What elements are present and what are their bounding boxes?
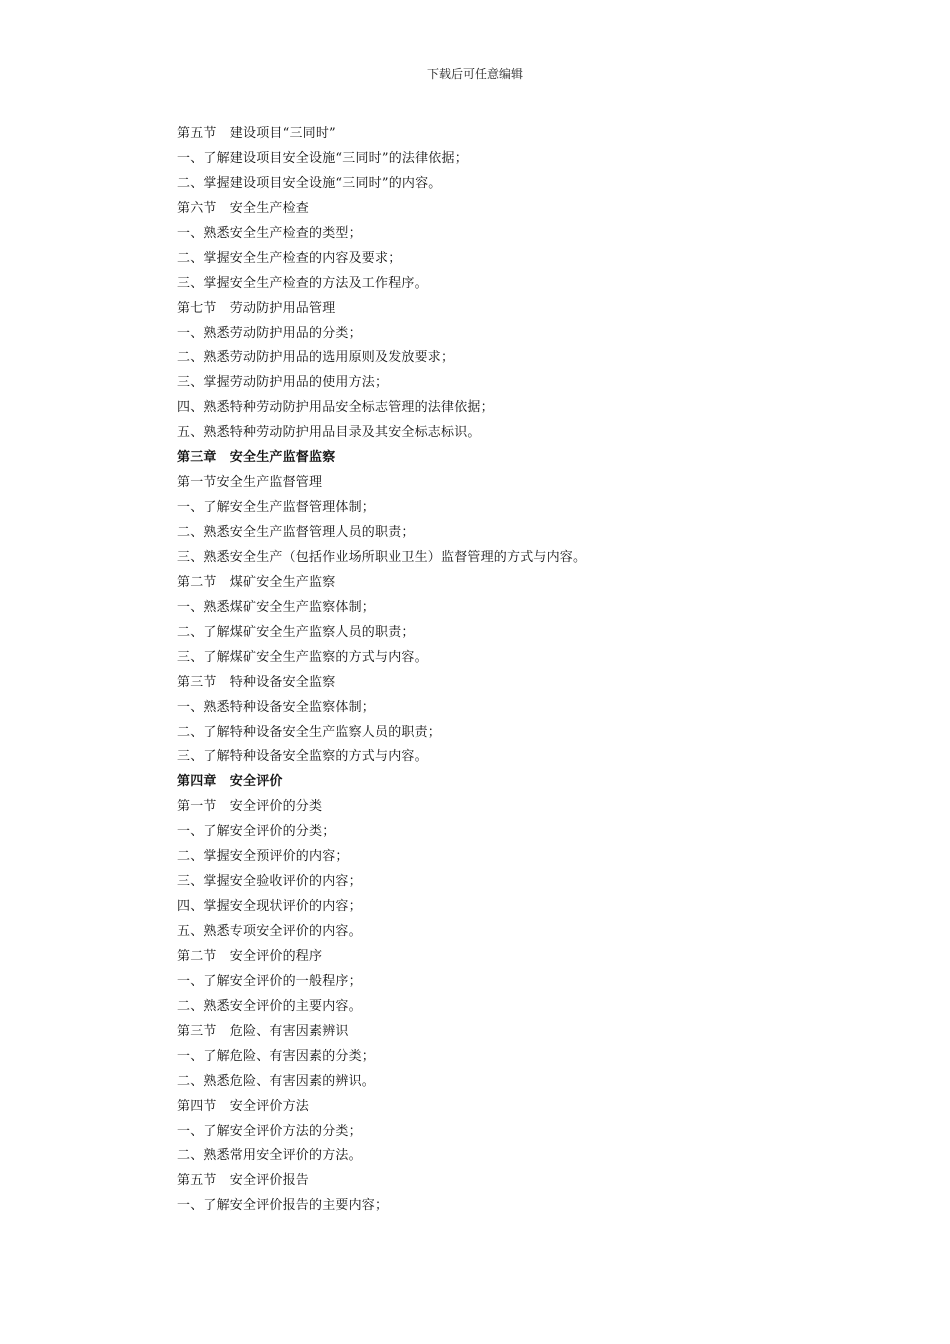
list-item: 二、熟悉危险、有害因素的辨识。 <box>177 1073 376 1089</box>
document-body <box>177 122 877 1219</box>
section-heading: 第五节 安全评价报告 <box>177 1173 310 1189</box>
list-item: 一、了解安全评价报告的主要内容； <box>177 1198 389 1214</box>
section-heading: 第三节 特种设备安全监察 <box>177 674 336 690</box>
list-item: 一、熟悉安全生产检查的类型； <box>177 225 362 241</box>
chapter-heading: 第三章 安全生产监督监察 <box>177 450 336 466</box>
list-item: 五、熟悉特种劳动防护用品目录及其安全标志标识。 <box>177 425 481 441</box>
section-heading: 第四节 安全评价方法 <box>177 1098 310 1114</box>
list-item: 二、掌握安全预评价的内容； <box>177 849 349 865</box>
section-heading: 第七节 劳动防护用品管理 <box>177 300 336 316</box>
list-item: 五、熟悉专项安全评价的内容。 <box>177 924 362 939</box>
list-item: 一、熟悉煤矿安全生产监察体制； <box>177 599 376 615</box>
section-heading: 第三节 危险、有害因素辨识 <box>177 1023 349 1039</box>
section-heading: 第二节 安全评价的程序 <box>177 948 323 964</box>
list-item: 二、了解特种设备安全生产监察人员的职责； <box>177 724 442 740</box>
list-item: 一、了解安全评价的分类； <box>177 824 336 840</box>
list-item: 二、熟悉劳动防护用品的选用原则及发放要求； <box>177 350 455 366</box>
list-item: 二、熟悉常用安全评价的方法。 <box>177 1148 362 1164</box>
list-item: 三、掌握安全验收评价的内容； <box>177 874 362 890</box>
list-item: 二、掌握建设项目安全设施“三同时”的内容。 <box>177 175 442 191</box>
list-item: 一、了解安全评价的一般程序； <box>177 973 362 989</box>
list-item: 三、了解特种设备安全监察的方式与内容。 <box>177 749 428 765</box>
section-heading: 第一节 安全评价的分类 <box>177 799 323 815</box>
list-item: 二、熟悉安全评价的主要内容。 <box>177 998 362 1014</box>
list-item: 四、熟悉特种劳动防护用品安全标志管理的法律依据； <box>177 400 494 416</box>
list-item: 一、熟悉特种设备安全监察体制； <box>177 699 376 715</box>
list-item: 三、掌握安全生产检查的方法及工作程序。 <box>177 275 428 291</box>
section-heading: 第二节 煤矿安全生产监察 <box>177 574 336 590</box>
list-item: 一、了解安全生产监督管理体制； <box>177 500 376 516</box>
list-item: 二、熟悉安全生产监督管理人员的职责； <box>177 525 415 540</box>
list-item: 二、掌握安全生产检查的内容及要求； <box>177 250 402 266</box>
list-item: 三、熟悉安全生产（包括作业场所职业卫生）监督管理的方式与内容。 <box>177 549 587 565</box>
section-heading: 第六节 安全生产检查 <box>177 200 310 216</box>
section-heading: 第五节 建设项目“三同时” <box>177 126 336 141</box>
list-item: 一、了解安全评价方法的分类； <box>177 1123 362 1139</box>
list-item: 三、了解煤矿安全生产监察的方式与内容。 <box>177 649 428 665</box>
list-item: 三、掌握劳动防护用品的使用方法； <box>177 375 389 391</box>
list-item: 四、掌握安全现状评价的内容； <box>177 899 362 915</box>
list-item: 一、熟悉劳动防护用品的分类； <box>177 325 362 341</box>
list-item: 一、了解建设项目安全设施“三同时”的法律依据； <box>177 150 468 166</box>
page-header: 下载后可任意编辑 <box>426 67 523 81</box>
section-heading: 第一节安全生产监督管理 <box>177 475 323 491</box>
list-item: 一、了解危险、有害因素的分类； <box>177 1048 376 1064</box>
list-item: 二、了解煤矿安全生产监察人员的职责； <box>177 624 415 640</box>
chapter-heading: 第四章 安全评价 <box>177 774 283 790</box>
